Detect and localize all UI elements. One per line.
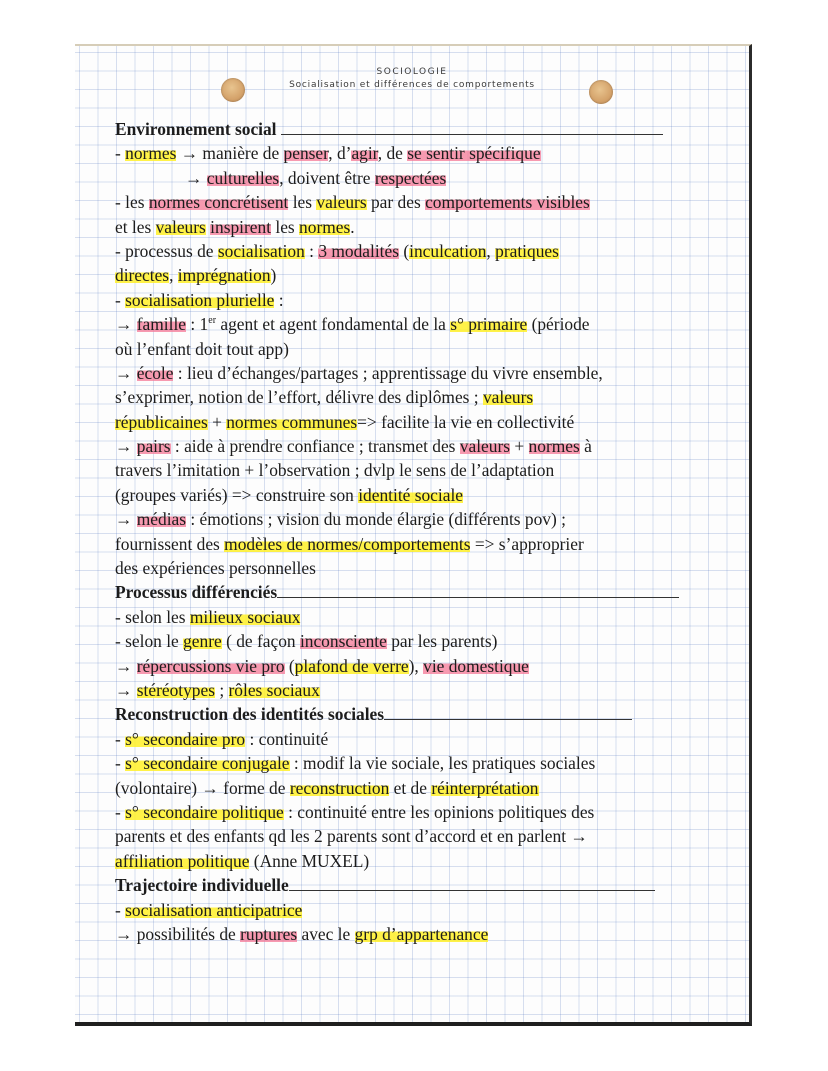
- note-line: [115, 361, 715, 385]
- highlighted-text: famille: [136, 314, 187, 335]
- highlighted-text: républicaines: [115, 411, 208, 432]
- note-text: - selon les: [115, 606, 190, 627]
- note-text: fournissent des: [115, 533, 225, 554]
- highlighted-text: grp d’appartenance: [354, 923, 489, 944]
- note-text: => facilite la vie en collectivité: [357, 411, 575, 432]
- highlighted-text: reconstruction: [289, 777, 390, 798]
- note-text: - processus de: [115, 240, 218, 261]
- note-line: [115, 727, 715, 751]
- note-text: : aide à prendre confiance ; transmet des: [170, 436, 460, 457]
- highlighted-text: valeurs: [155, 216, 206, 237]
- note-line: [115, 532, 715, 556]
- highlighted-text: valeurs: [316, 192, 367, 213]
- chapter-title: Socialisation et différences de comportements: [289, 80, 535, 90]
- note-text: →: [115, 314, 137, 335]
- note-text: →: [115, 655, 137, 676]
- highlighted-text: ruptures: [240, 923, 298, 944]
- highlighted-text: répercussions vie pro: [136, 655, 285, 676]
- note-text: +: [510, 436, 529, 457]
- note-line: [115, 483, 715, 507]
- note-text: (Anne MUXEL): [249, 850, 370, 871]
- note-line: [115, 800, 715, 824]
- note-line: [115, 337, 715, 361]
- note-text: : continuité: [245, 728, 329, 749]
- note-line: [115, 605, 715, 629]
- note-text: (volontaire) → forme de: [115, 777, 290, 798]
- section-title-environnement: [115, 117, 715, 141]
- note-text: -: [115, 143, 126, 164]
- note-text: , d’: [328, 143, 352, 164]
- note-text: :: [274, 289, 284, 310]
- highlighted-text: imprégnation: [177, 265, 271, 286]
- highlighted-text: normes: [125, 143, 177, 164]
- highlighted-text: médias: [136, 509, 187, 530]
- note-text: agent et agent fondamental de la: [216, 314, 451, 335]
- note-line: [115, 312, 715, 336]
- highlighted-text: socialisation plurielle: [125, 289, 275, 310]
- highlighted-text: se sentir spécifique: [407, 143, 541, 164]
- note-text: ,: [486, 240, 496, 261]
- highlighted-text: pairs: [136, 436, 171, 457]
- note-line: [115, 410, 715, 434]
- highlighted-text: valeurs: [459, 436, 511, 457]
- note-text: , doivent être: [279, 167, 375, 188]
- highlighted-text: socialisation: [217, 240, 305, 261]
- note-text: travers l’imitation + l’observation ; dvlp le sens de l’adaptation: [115, 460, 555, 481]
- note-line: [115, 458, 715, 482]
- note-text: -: [115, 899, 126, 920]
- note-line: [115, 141, 715, 165]
- note-line: [115, 898, 715, 922]
- highlighted-text: comportements visibles: [425, 192, 590, 213]
- note-text: →: [115, 436, 137, 457]
- note-line: [115, 654, 715, 678]
- highlighted-text: 3 modalités: [318, 240, 400, 261]
- note-text: (période: [527, 314, 590, 335]
- note-text: ;: [214, 679, 229, 700]
- notes-content: [115, 117, 715, 946]
- note-line: [115, 215, 715, 239]
- title-underline: [289, 873, 655, 891]
- note-text: →: [185, 167, 207, 188]
- note-text: (groupes variés) => construire son: [115, 484, 359, 505]
- note-text: →: [115, 509, 137, 530]
- note-text: (: [284, 655, 295, 676]
- note-text: - selon le: [115, 631, 184, 652]
- title-underline: [281, 117, 663, 135]
- highlighted-text: plafond de verre: [294, 655, 409, 676]
- note-text: et de: [389, 777, 432, 798]
- title-underline: [384, 702, 632, 720]
- highlighted-text: valeurs: [482, 387, 534, 408]
- note-text: ),: [408, 655, 424, 676]
- note-line: [115, 434, 715, 458]
- highlighted-text: agir: [351, 143, 378, 164]
- highlighted-text: milieux sociaux: [189, 606, 301, 627]
- note-text: : modif la vie sociale, les pratiques sociales: [289, 753, 596, 774]
- note-line: [115, 678, 715, 702]
- note-line: [115, 190, 715, 214]
- note-text: , de: [377, 143, 408, 164]
- section-title-processus: [115, 580, 715, 604]
- highlighted-text: normes concrétisent: [148, 192, 289, 213]
- highlighted-text: normes: [299, 216, 351, 237]
- highlighted-text: genre: [183, 631, 222, 652]
- note-text: - les: [115, 192, 149, 213]
- note-line: [115, 288, 715, 312]
- note-text: →: [115, 679, 137, 700]
- highlighted-text: culturelles: [206, 167, 280, 188]
- highlighted-text: directes: [115, 265, 170, 286]
- note-line: [115, 751, 715, 775]
- notebook-page: [75, 44, 752, 1026]
- note-text: par les parents): [386, 631, 498, 652]
- note-text: → possibilités de: [115, 923, 241, 944]
- note-text: -: [115, 753, 126, 774]
- note-line: [115, 776, 715, 800]
- highlighted-text: réinterprétation: [431, 777, 539, 798]
- note-text: +: [207, 411, 227, 432]
- note-text: : lieu d’échanges/partages ; apprentissage du vivre ensemble,: [173, 362, 603, 383]
- note-text: Environnement social: [115, 119, 277, 139]
- highlighted-text: inspirent: [210, 216, 272, 237]
- note-text: : continuité entre les opinions politiques des: [283, 801, 595, 822]
- highlighted-text: inculcation: [409, 240, 487, 261]
- highlighted-text: socialisation anticipatrice: [125, 899, 303, 920]
- highlighted-text: penser: [283, 143, 329, 164]
- highlighted-text: normes communes: [226, 411, 358, 432]
- note-line: [115, 166, 715, 190]
- note-text: : 1: [186, 314, 209, 335]
- subject-title: SOCIOLOGIE: [376, 67, 448, 77]
- note-text: Trajectoire individuelle: [115, 875, 289, 896]
- note-text: => s’approprier: [470, 533, 584, 554]
- page-header: [75, 66, 749, 92]
- highlighted-text: identité sociale: [358, 484, 464, 505]
- note-text: (: [399, 240, 410, 261]
- note-line: [115, 629, 715, 653]
- note-text: ,: [169, 265, 178, 286]
- highlighted-text: s° secondaire pro: [125, 728, 246, 749]
- highlighted-text: respectées: [374, 167, 447, 188]
- note-text: et les: [115, 216, 156, 237]
- note-text: Reconstruction des identités sociales: [115, 704, 385, 725]
- highlighted-text: pratiques: [495, 240, 559, 261]
- note-text: er: [208, 315, 217, 327]
- highlighted-text: stéréotypes: [136, 679, 215, 700]
- note-line: [115, 849, 715, 873]
- note-line: [115, 922, 715, 946]
- note-text: ): [270, 265, 277, 286]
- highlighted-text: s° secondaire politique: [125, 801, 284, 822]
- highlighted-text: affiliation politique: [115, 850, 250, 871]
- note-line: [115, 263, 715, 287]
- note-line: [115, 239, 715, 263]
- note-line: [115, 507, 715, 531]
- note-text: où l’enfant doit tout app): [115, 338, 289, 359]
- note-line: [115, 556, 715, 580]
- title-underline: [277, 580, 679, 598]
- note-text: Processus différenciés: [115, 582, 278, 603]
- highlighted-text: vie domestique: [423, 655, 529, 676]
- highlighted-text: rôles sociaux: [228, 679, 320, 700]
- highlighted-text: modèles de normes/comportements: [224, 533, 471, 554]
- note-text: →: [115, 362, 137, 383]
- note-text: par des: [366, 192, 426, 213]
- note-line: [115, 824, 715, 848]
- section-title-reconstruction: [115, 702, 715, 726]
- section-title-trajectoire: [115, 873, 715, 897]
- note-text: → manière de: [176, 143, 284, 164]
- note-text: les: [288, 192, 317, 213]
- note-text: -: [115, 728, 126, 749]
- note-text: : émotions ; vision du monde élargie (différents pov) ;: [186, 509, 566, 530]
- note-text: -: [115, 801, 126, 822]
- note-text: avec le: [297, 923, 355, 944]
- note-text: à: [579, 436, 592, 457]
- note-text: s’exprimer, notion de l’effort, délivre des diplômes ;: [115, 387, 483, 408]
- note-text: ( de façon: [221, 631, 300, 652]
- note-line: [115, 385, 715, 409]
- note-text: .: [350, 216, 355, 237]
- highlighted-text: normes: [528, 436, 580, 457]
- note-text: -: [115, 289, 126, 310]
- highlighted-text: s° primaire: [450, 314, 528, 335]
- highlighted-text: école: [136, 362, 174, 383]
- note-text: les: [271, 216, 300, 237]
- note-text: parents et des enfants qd les 2 parents sont d’accord et en parlent →: [115, 826, 588, 847]
- note-text: des expériences personnelles: [115, 558, 316, 579]
- note-text: :: [304, 240, 319, 261]
- highlighted-text: s° secondaire conjugale: [125, 753, 290, 774]
- highlighted-text: inconsciente: [299, 631, 387, 652]
